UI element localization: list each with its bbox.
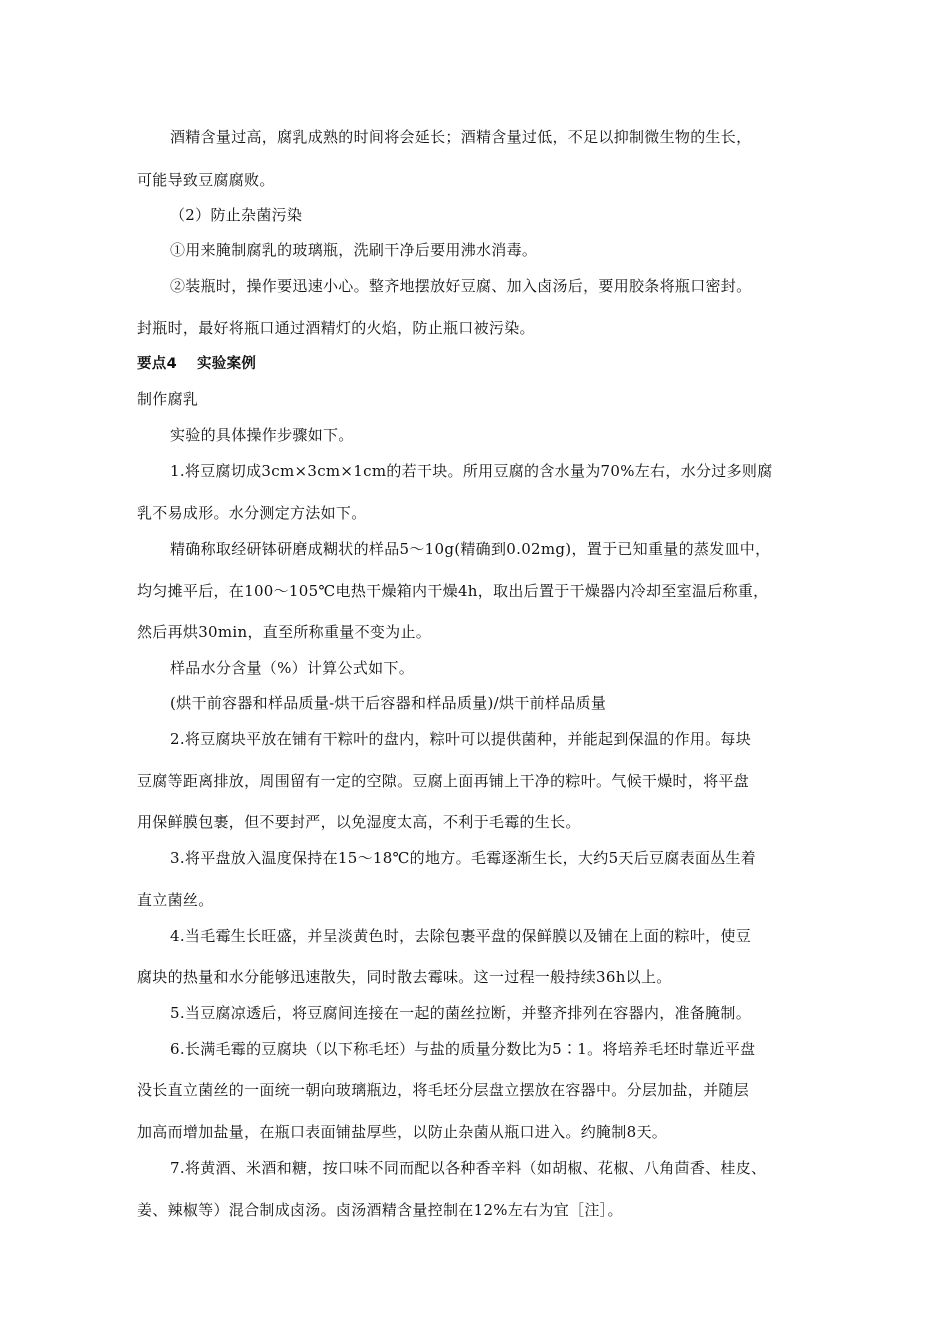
paragraph-line: 直立菌丝。 bbox=[137, 891, 214, 909]
paragraph-line: 加高而增加盐量，在瓶口表面铺盐厚些，以防止杂菌从瓶口进入。约腌制8天。 bbox=[137, 1123, 668, 1141]
paragraph-line: （2）防止杂菌污染 bbox=[170, 206, 303, 224]
paragraph-line: 用保鲜膜包裹，但不要封严，以免湿度太高，不利于毛霉的生长。 bbox=[137, 813, 581, 831]
paragraph-line: 均匀摊平后，在100～105℃电热干燥箱内干燥4h，取出后置于干燥器内冷却至室温后称重， bbox=[137, 582, 769, 600]
subsection-title: 制作腐乳 bbox=[137, 390, 199, 408]
paragraph-line: 豆腐等距离排放，周围留有一定的空隙。豆腐上面再铺上干净的粽叶。气候干燥时，将平盘 bbox=[137, 772, 750, 790]
paragraph-line: 乳不易成形。水分测定方法如下。 bbox=[137, 504, 367, 522]
paragraph-line: 姜、辣椒等）混合制成卤汤。卤汤酒精含量控制在12%左右为宜［注］。 bbox=[137, 1201, 623, 1219]
section-number: 要点4 bbox=[137, 356, 177, 372]
paragraph-line: ①用来腌制腐乳的玻璃瓶，洗刷干净后要用沸水消毒。 bbox=[170, 241, 538, 259]
paragraph-line: 2.将豆腐块平放在铺有干粽叶的盘内，粽叶可以提供菌种，并能起到保温的作用。每块 bbox=[170, 730, 752, 748]
paragraph-line: 3.将平盘放入温度保持在15～18℃的地方。毛霉逐渐生长，大约5天后豆腐表面丛生着 bbox=[170, 849, 757, 867]
paragraph-line: 实验的具体操作步骤如下。 bbox=[170, 426, 354, 444]
paragraph-line: 没长直立菌丝的一面统一朝向玻璃瓶边，将毛坯分层盘立摆放在容器中。分层加盐，并随层 bbox=[137, 1081, 750, 1099]
paragraph-line: 6.长满毛霉的豆腐块（以下称毛坯）与盐的质量分数比为5∶1。将培养毛坯时靠近平盘 bbox=[170, 1040, 756, 1058]
section-heading bbox=[137, 354, 256, 374]
formula-line: (烘干前容器和样品质量-烘干后容器和样品质量)/烘干前样品质量 bbox=[170, 694, 607, 712]
paragraph-line: 然后再烘30min，直至所称重量不变为止。 bbox=[137, 623, 432, 641]
paragraph-line: ②装瓶时，操作要迅速小心。整齐地摆放好豆腐、加入卤汤后，要用胶条将瓶口密封。 bbox=[170, 277, 752, 295]
paragraph-line: 腐块的热量和水分能够迅速散失，同时散去霉味。这一过程一般持续36h以上。 bbox=[137, 968, 672, 986]
section-title: 实验案例 bbox=[197, 356, 257, 372]
paragraph-line: 酒精含量过高，腐乳成熟的时间将会延长；酒精含量过低，不足以抑制微生物的生长， bbox=[170, 128, 752, 146]
paragraph-line: 精确称取经研钵研磨成糊状的样品5～10g(精确到0.02mg)，置于已知重量的蒸发皿中， bbox=[170, 540, 771, 558]
paragraph-line: 1.将豆腐切成3cm×3cm×1cm的若干块。所用豆腐的含水量为70%左右，水分过多则腐 bbox=[170, 462, 773, 480]
paragraph-line: 可能导致豆腐腐败。 bbox=[137, 171, 275, 189]
paragraph-line: 4.当毛霉生长旺盛，并呈淡黄色时，去除包裹平盘的保鲜膜以及铺在上面的粽叶，使豆 bbox=[170, 927, 752, 945]
paragraph-line: 封瓶时，最好将瓶口通过酒精灯的火焰，防止瓶口被污染。 bbox=[137, 319, 535, 337]
paragraph-line: 7.将黄酒、米酒和糖，按口味不同而配以各种香辛料（如胡椒、花椒、八角茴香、桂皮、 bbox=[170, 1159, 767, 1177]
paragraph-line: 样品水分含量（%）计算公式如下。 bbox=[170, 659, 415, 677]
paragraph-line: 5.当豆腐凉透后，将豆腐间连接在一起的菌丝拉断，并整齐排列在容器内，准备腌制。 bbox=[170, 1004, 752, 1022]
